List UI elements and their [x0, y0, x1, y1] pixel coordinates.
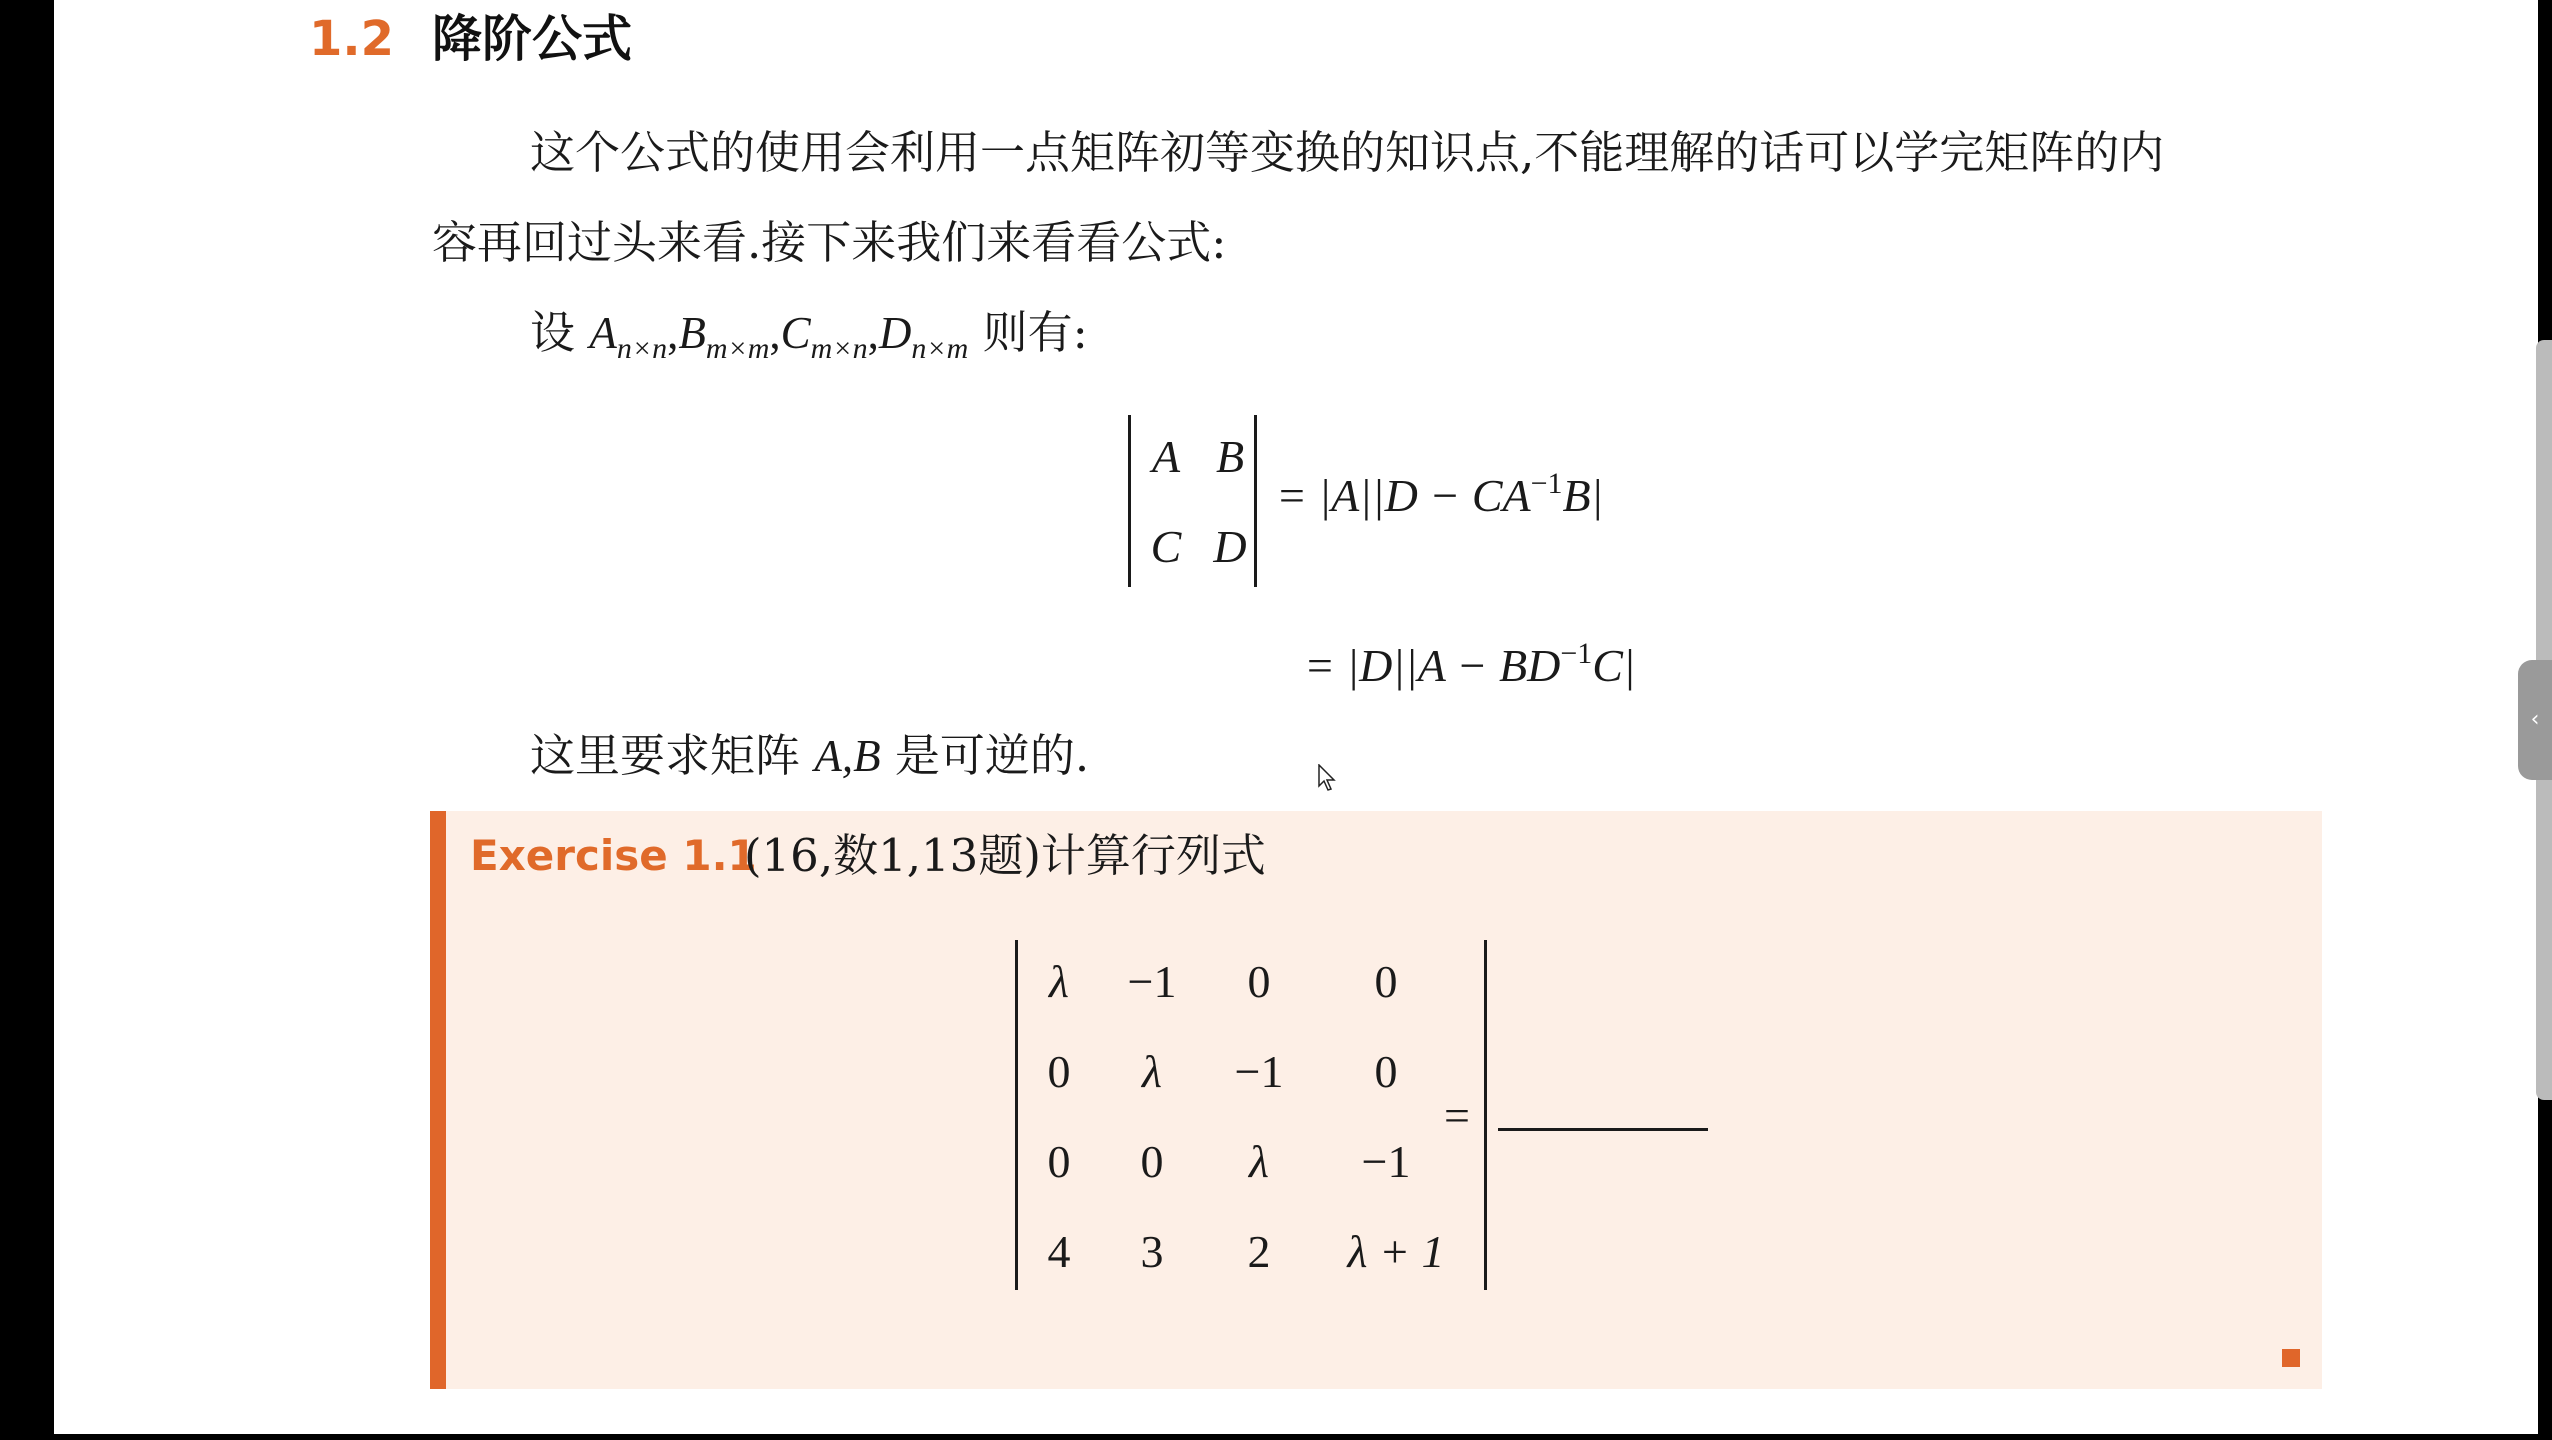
- intro-line-2: 容再回过头来看.接下来我们来看看公式:: [432, 216, 1227, 269]
- matrix-d: $D_{n\times m}$: [878, 308, 969, 365]
- matrix-cell: 0: [1374, 956, 1398, 1007]
- matrix-cell: λ + 1: [1347, 1226, 1445, 1277]
- equals-sign: =: [1444, 1090, 1470, 1141]
- setup-prefix: 设: [530, 306, 576, 359]
- det-right-bar: [1254, 415, 1257, 587]
- det-right-bar: [1484, 940, 1487, 1290]
- matrix-b: $B_{m\times m}$: [678, 308, 770, 365]
- formula-rhs-1: = $|A||D - CA^{-1}B|$: [1276, 467, 1604, 521]
- chevron-left-icon: ‹: [2530, 707, 2540, 732]
- matrix-cell: 0: [1374, 1046, 1398, 1097]
- matrix-cell: λ: [1249, 1136, 1269, 1187]
- matrix-cell: −1: [1127, 956, 1177, 1007]
- block-cell: D: [1213, 521, 1247, 572]
- block-cell: A: [1151, 431, 1181, 482]
- qed-square: [2282, 1349, 2300, 1367]
- matrix-c: $C_{m\times n}$: [780, 308, 868, 365]
- answer-blank[interactable]: [1498, 1128, 1708, 1131]
- exercise-text: (16,数1,13题)计算行列式: [744, 829, 1266, 882]
- exercise-label: Exercise 1.1: [470, 831, 757, 880]
- section-number: 1.2: [309, 11, 395, 67]
- matrix-cell: 0: [1140, 1136, 1164, 1187]
- matrix-cell: 2: [1247, 1226, 1271, 1277]
- block-cell: C: [1150, 521, 1182, 572]
- matrix-cell: λ: [1142, 1046, 1162, 1097]
- setup-suffix: 则有:: [982, 306, 1088, 359]
- collapse-panel-button[interactable]: [2518, 660, 2552, 780]
- matrix-cell: 0: [1247, 956, 1271, 1007]
- matrix-cell: λ: [1049, 956, 1069, 1007]
- mouse-cursor-icon: [1318, 764, 1336, 792]
- matrix-cell: 4: [1047, 1226, 1071, 1277]
- section-title: 降阶公式: [432, 10, 632, 68]
- matrix-cell: 3: [1140, 1226, 1164, 1277]
- matrix-cell: 0: [1047, 1046, 1071, 1097]
- det-left-bar: [1015, 940, 1018, 1290]
- document-page: [54, 0, 2538, 1434]
- invertibility-note: 这里要求矩阵 A,B 是可逆的.: [530, 729, 1090, 782]
- matrix-a: $A_{n\times n}$: [589, 308, 668, 365]
- matrix-cell: −1: [1361, 1136, 1411, 1187]
- setup-line: 设 $A_{n\times n},B_{m\times m},C_{m\times n},D_{n\times m}$ 则有:: [530, 306, 1088, 365]
- formula-rhs-2: = $|D||A - BD^{-1}C|$: [1304, 637, 1636, 691]
- intro-line-1: 这个公式的使用会利用一点矩阵初等变换的知识点,不能理解的话可以学完矩阵的内: [530, 126, 2165, 179]
- matrix-cell: −1: [1234, 1046, 1284, 1097]
- block-cell: B: [1215, 431, 1245, 482]
- matrix-cell: 0: [1047, 1136, 1071, 1187]
